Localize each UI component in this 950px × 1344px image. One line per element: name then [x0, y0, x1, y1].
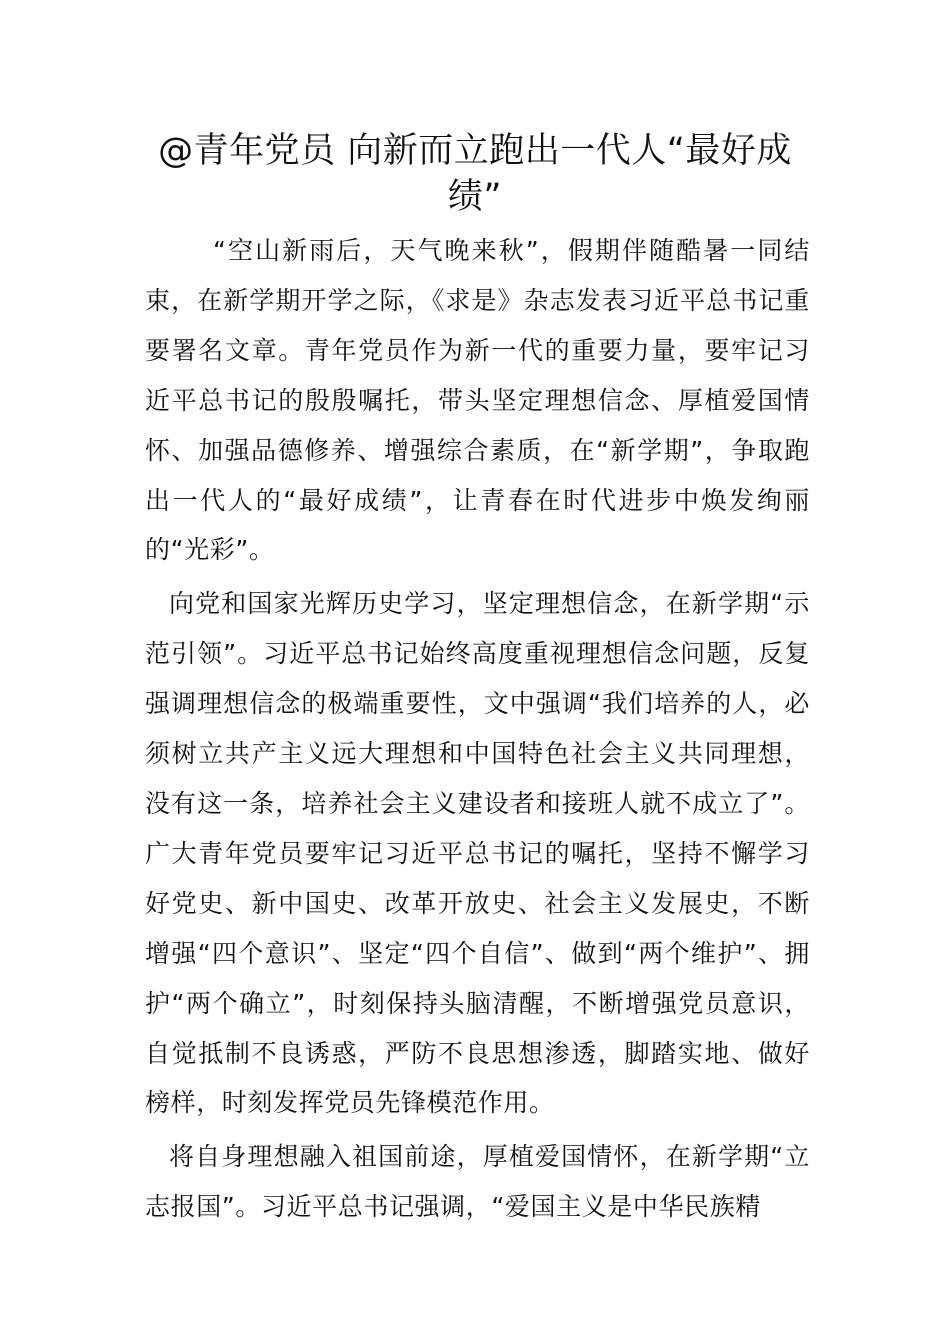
- document-title: @青年党员 向新而立跑出一代人“最好成绩”: [158, 131, 792, 217]
- document-body: [145, 226, 810, 1236]
- paragraph-patriotism: 将自身理想融入祖国前途，厚植爱国情怀，在新学期“立志报国”。习近平总书记强调，“爱国主义是中华民族精: [145, 1142, 810, 1222]
- paragraph-intro: “空山新雨后，天气晚来秋”，假期伴随酷暑一同结束，在新学期开学之际，《求是》杂志发表习近平总书记重要署名文章。青年党员作为新一代的重要力量，要牢记习近平总书记的殷殷嘱托，带头坚定理想信念、厚植爱国情怀、加强品德修养、增强综合素质，在“新学期”，争取跑出一代人的“最好成绩”，让青春在时代进步中焕发绚丽的“光彩”。: [145, 236, 810, 565]
- paragraph-ideals: 向党和国家光辉历史学习，坚定理想信念，在新学期“示范引领”。习近平总书记始终高度重视理想信念问题，反复强调理想信念的极端重要性，文中强调“我们培养的人，必须树立共产主义远大理想和中国特色社会主义共同理想，没有这一条，培养社会主义建设者和接班人就不成立了”。广大青年党员要牢记习近平总书记的嘱托，坚持不懈学习好党史、新中国史、改革开放史、社会主义发展史，不断增强“四个意识”、坚定“四个自信”、做到“两个维护”、拥护“两个确立”，时刻保持头脑清醒，不断增强党员意识，自觉抵制不良诱惑，严防不良思想渗透，脚踏实地、做好榜样，时刻发挥党员先锋模范作用。: [145, 589, 810, 1118]
